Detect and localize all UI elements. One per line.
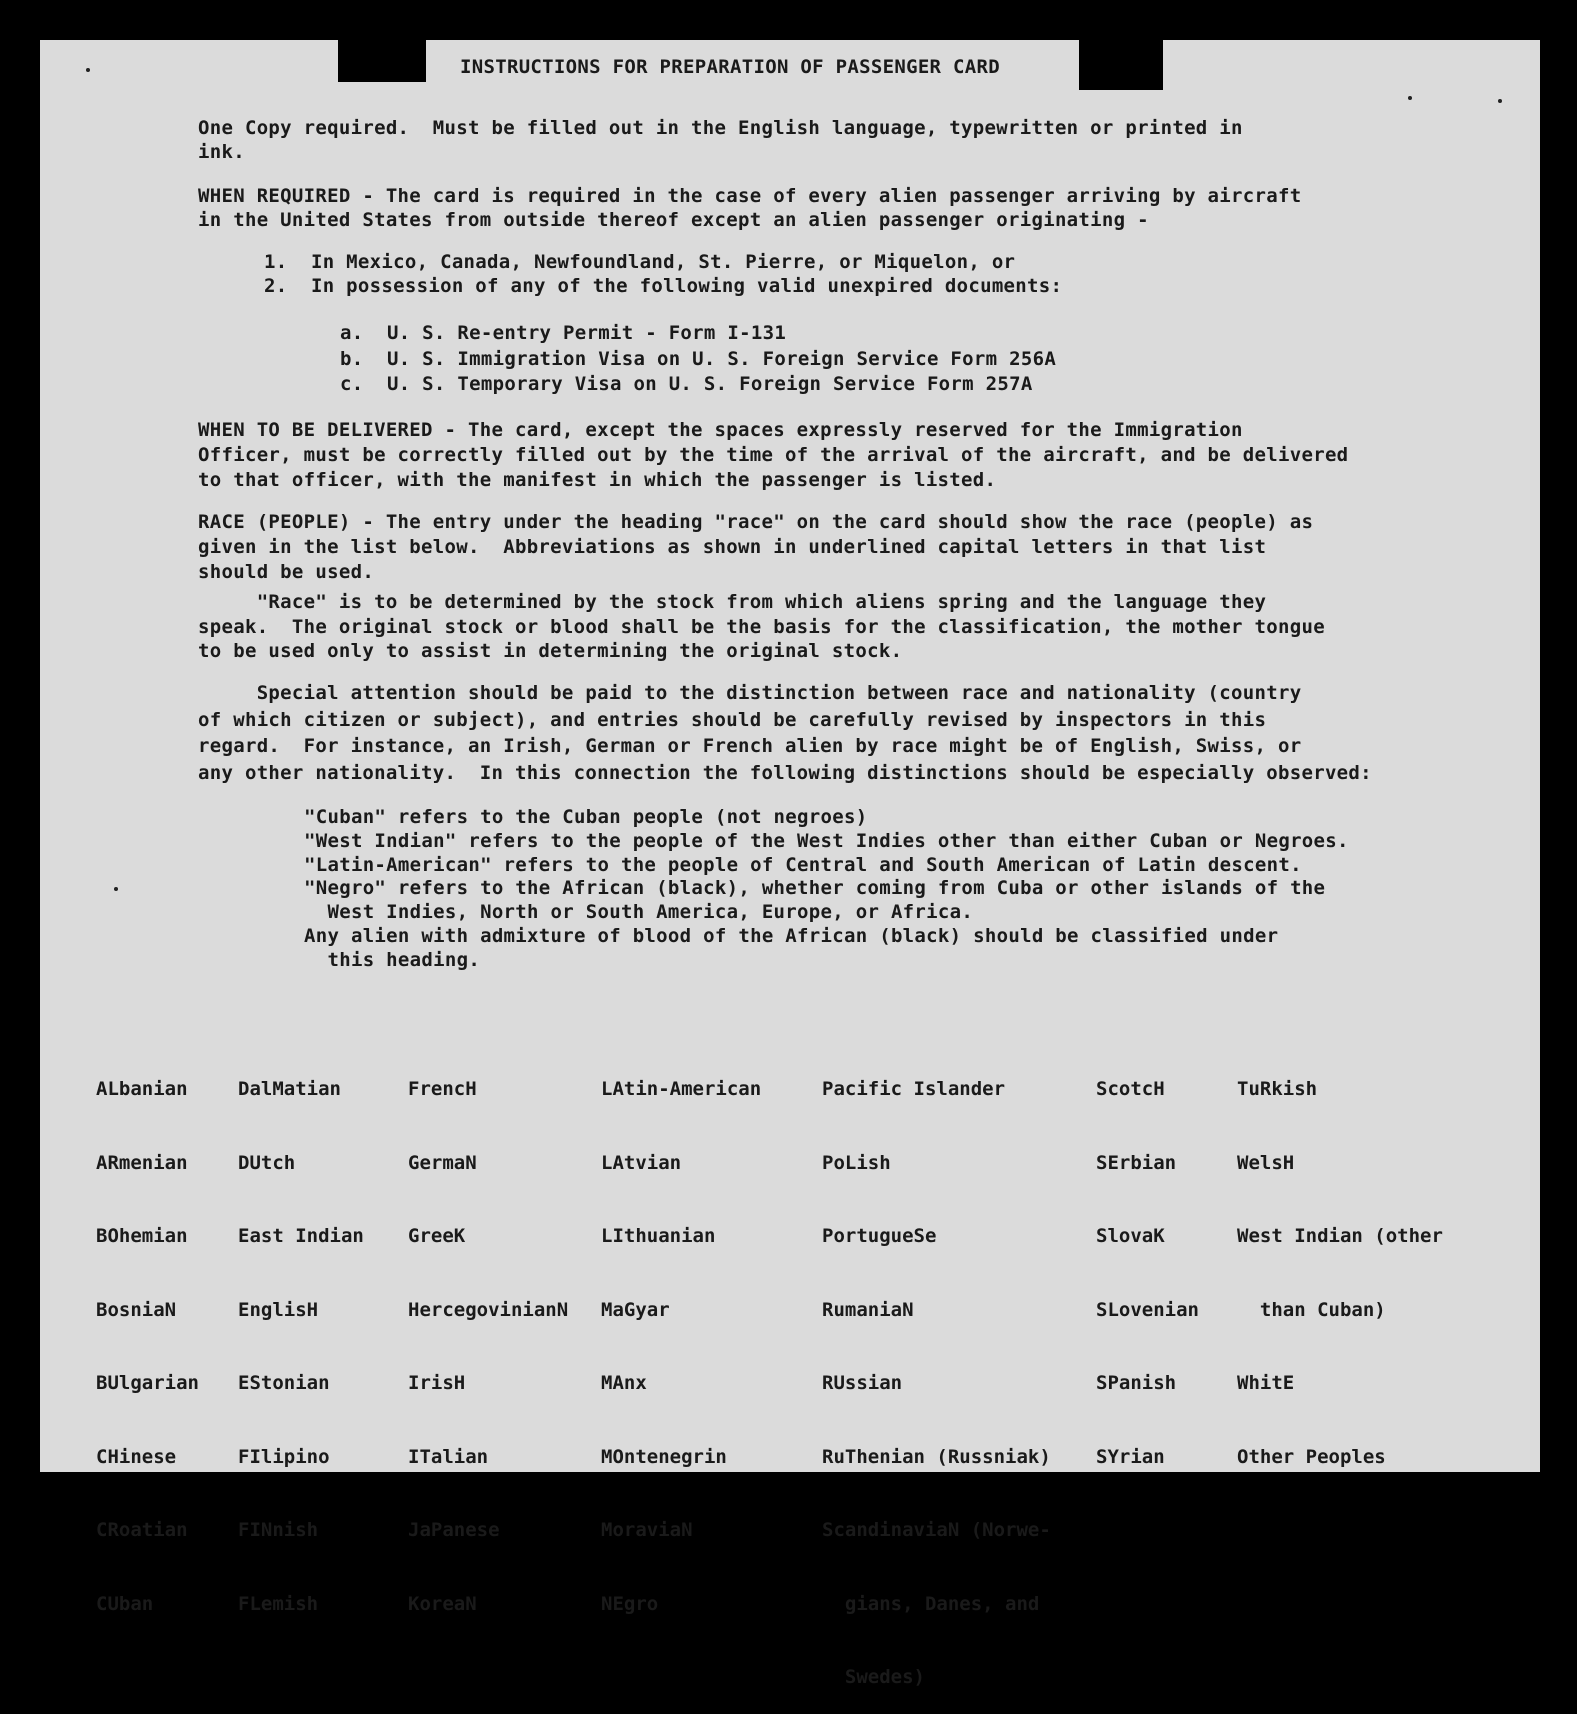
race-entry: JaPanese: [408, 1519, 500, 1541]
text-line: ink.: [198, 141, 245, 163]
race-entry: MOntenegrin: [601, 1445, 727, 1468]
race-entry: Pacific Islander: [822, 1078, 1006, 1100]
race-entry: SLovenian: [1096, 1298, 1199, 1321]
text-line: WHEN REQUIRED - The card is required in the case of every alien passenger arriving by aircraft: [198, 185, 1302, 207]
race-paragraph: [198, 510, 1313, 585]
text-line: of which citizen or subject), and entries should be carefully revised by inspectors in this: [198, 708, 1267, 731]
race-entry: FLemish: [238, 1592, 319, 1615]
race-entry: HercegovinianN: [408, 1298, 569, 1321]
race-entry: PoLish: [822, 1151, 891, 1174]
race-entry: RuThenian (Russniak): [822, 1445, 1051, 1468]
race-entry: BosniaN: [96, 1298, 177, 1321]
race-entry: LAtvian: [601, 1151, 682, 1174]
text-line: to be used only to assist in determining the original stock.: [198, 640, 903, 662]
race-entry: PortugueSe: [822, 1225, 937, 1247]
text-line: any other nationality. In this connection the following distinctions should be especially observed:: [198, 761, 1372, 784]
race-entry: ALbanian: [96, 1078, 188, 1100]
list-item: a. U. S. Re-entry Permit - Form I-131: [340, 322, 787, 344]
text-line: to that officer, with the manifest in which the passenger is listed.: [198, 469, 997, 491]
text-line: WHEN TO BE DELIVERED - The card, except the spaces expressly reserved for the Immigration: [198, 419, 1243, 441]
numbered-list: [264, 250, 1062, 298]
stray-mark: [114, 887, 118, 891]
text-line: Officer, must be correctly filled out by the time of the arrival of the aircraft, and be delivered: [198, 444, 1349, 466]
stray-mark: [1408, 96, 1412, 100]
race-definition-paragraph: [198, 590, 1325, 664]
race-entry: TuRkish: [1237, 1078, 1318, 1100]
text-line: regard. For instance, an Irish, German or French alien by race might be of English, Swiss, or: [198, 735, 1302, 757]
text-line: RACE (PEOPLE) - The entry under the heading "race" on the card should show the race (people) as: [198, 511, 1314, 533]
race-entry: SPanish: [1096, 1372, 1177, 1394]
list-item: 2. In possession of any of the following valid unexpired documents:: [264, 275, 1063, 297]
race-entry: GreeK: [408, 1225, 466, 1247]
race-entry: LAtin-American: [601, 1078, 762, 1100]
race-column-2: [238, 1028, 364, 1641]
list-item: West Indies, North or South America, Europe, or Africa.: [304, 901, 974, 924]
stray-mark: [1498, 99, 1502, 103]
text-line: in the United States from outside thereof except an alien passenger originating -: [198, 209, 1149, 231]
race-entry: CRoatian: [96, 1519, 188, 1541]
text-line: "Race" is to be determined by the stock from which aliens spring and the language they: [198, 591, 1267, 613]
race-entry: DalMatian: [238, 1078, 341, 1100]
list-item: c. U. S. Temporary Visa on U. S. Foreign Service Form 257A: [340, 373, 1033, 395]
race-entry: EnglisH: [238, 1298, 319, 1321]
text-line: given in the list below. Abbreviations as shown in underlined capital letters in that list: [198, 536, 1267, 558]
race-entry: MoraviaN: [601, 1519, 693, 1541]
race-column-6: [1096, 1028, 1199, 1494]
race-entry: SErbian: [1096, 1151, 1177, 1174]
race-entry: RumaniaN: [822, 1298, 914, 1321]
list-item: "Cuban" refers to the Cuban people (not negroes): [304, 806, 868, 828]
race-entry: BOhemian: [96, 1225, 188, 1247]
page-title: INSTRUCTIONS FOR PREPARATION OF PASSENGER CARD: [460, 56, 1000, 78]
race-entry: CUban: [96, 1592, 154, 1615]
race-entry: than Cuban): [1237, 1298, 1386, 1321]
text-line: speak. The original stock or blood shall be the basis for the classification, the mother tongue: [198, 615, 1325, 638]
race-column-1: [96, 1028, 199, 1641]
binder-tab-right: [1079, 40, 1163, 90]
race-entry: Other Peoples: [1237, 1445, 1386, 1468]
text-line: should be used.: [198, 561, 375, 583]
race-entry: KoreaN: [408, 1592, 477, 1615]
race-entry: NEgro: [601, 1592, 659, 1615]
race-entry: ARmenian: [96, 1151, 188, 1174]
race-entry: RUssian: [822, 1372, 903, 1394]
race-column-5: [822, 1028, 1051, 1714]
race-entry: West Indian (other: [1237, 1225, 1443, 1247]
race-column-3: [408, 1028, 568, 1641]
list-item: 1. In Mexico, Canada, Newfoundland, St. Pierre, or Miquelon, or: [264, 251, 1016, 273]
race-entry: ITalian: [408, 1445, 489, 1468]
distinctions-list: [304, 806, 1349, 973]
list-item: "Latin-American" refers to the people of Central and South American of Latin descent.: [304, 853, 1302, 876]
list-item: Any alien with admixture of blood of the African (black) should be classified under: [304, 924, 1279, 947]
race-entry: Swedes): [822, 1666, 925, 1688]
list-item: "Negro" refers to the African (black), whether coming from Cuba or other islands of the: [304, 877, 1326, 900]
race-entry: LIthuanian: [601, 1225, 716, 1247]
race-entry: SlovaK: [1096, 1225, 1165, 1247]
race-entry: ScotcH: [1096, 1078, 1165, 1100]
text-line: Special attention should be paid to the distinction between race and nationality (country: [198, 682, 1302, 704]
race-entry: FINnish: [238, 1519, 319, 1541]
race-entry: CHinese: [96, 1445, 177, 1468]
text-line: One Copy required. Must be filled out in the English language, typewritten or printed in: [198, 117, 1243, 139]
race-entry: FrencH: [408, 1078, 477, 1100]
race-entry: MaGyar: [601, 1298, 670, 1321]
when-required-paragraph: [198, 184, 1301, 232]
race-column-4: [601, 1028, 761, 1641]
race-entry: East Indian: [238, 1225, 364, 1247]
stray-mark: [86, 68, 90, 72]
race-entry: BUlgarian: [96, 1372, 199, 1394]
race-entry: FIlipino: [238, 1445, 330, 1468]
intro-paragraph: [198, 116, 1518, 164]
race-entry: WelsH: [1237, 1151, 1295, 1174]
list-item: this heading.: [304, 948, 481, 971]
race-entry: GermaN: [408, 1151, 477, 1174]
race-entry: DUtch: [238, 1151, 296, 1174]
race-entry: gians, Danes, and: [822, 1592, 1040, 1615]
special-attention-paragraph: [198, 680, 1372, 786]
race-entry: IrisH: [408, 1372, 466, 1394]
race-entry: WhitE: [1237, 1372, 1295, 1394]
race-entry: SYrian: [1096, 1445, 1165, 1468]
binder-tab-left: [338, 40, 426, 82]
when-delivered-paragraph: [198, 418, 1348, 493]
race-column-7: [1237, 1028, 1443, 1494]
documents-list: [340, 321, 1056, 398]
race-entry: MAnx: [601, 1372, 647, 1394]
race-entry: ScandinaviaN (Norwe-: [822, 1519, 1051, 1541]
race-entry: EStonian: [238, 1372, 330, 1394]
list-item: "West Indian" refers to the people of the West Indies other than either Cuban or Negroes.: [304, 829, 1349, 852]
list-item: b. U. S. Immigration Visa on U. S. Foreign Service Form 256A: [340, 347, 1057, 370]
